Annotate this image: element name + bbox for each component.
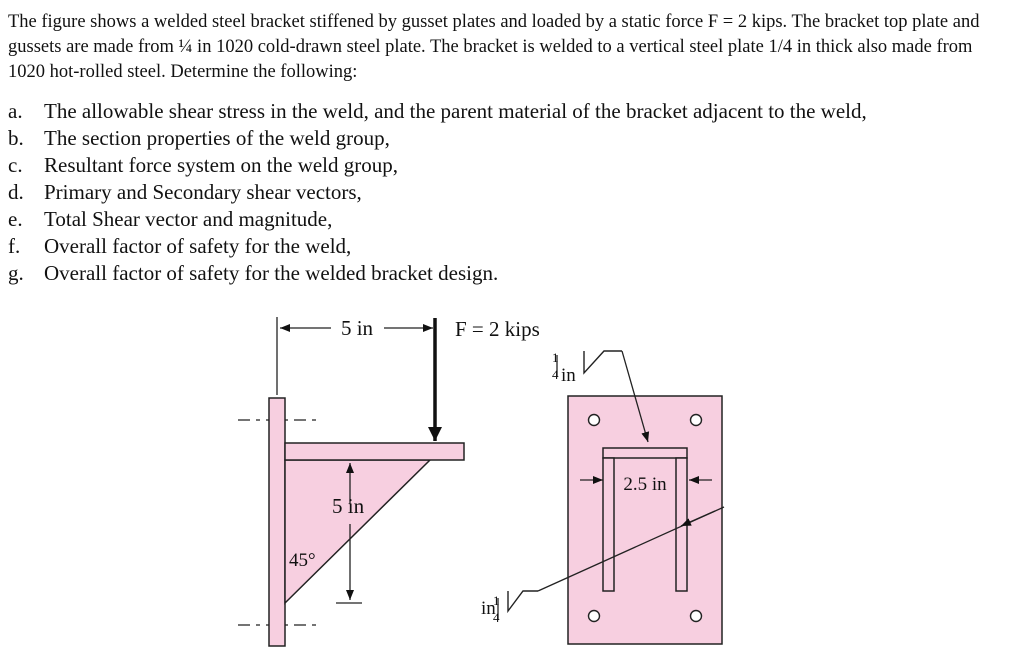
gusset-plate xyxy=(285,460,430,603)
weld-bottom-denominator: 4 xyxy=(493,610,500,625)
bolt-hole-icon xyxy=(589,611,600,622)
weld-bottom-unit: in xyxy=(481,598,496,619)
dimension-horizontal-label: 5 in xyxy=(340,316,374,340)
weld-bottom-symbol xyxy=(508,591,538,611)
item-label: g. xyxy=(8,261,24,285)
item-label: d. xyxy=(8,180,24,204)
item-label: b. xyxy=(8,126,24,150)
weld-top-symbol xyxy=(584,351,622,373)
item-label: e. xyxy=(8,207,23,231)
item-text: Primary and Secondary shear vectors, xyxy=(44,180,362,204)
angle-label: 45° xyxy=(289,550,316,571)
bolt-hole-icon xyxy=(691,415,702,426)
item-text: Overall factor of safety for the weld, xyxy=(44,234,352,258)
weld-top-denominator: 4 xyxy=(552,367,559,382)
weld-top-numerator: 1 xyxy=(552,350,559,365)
item-text: Overall factor of safety for the welded bracket design. xyxy=(44,261,499,285)
bolt-hole-icon xyxy=(589,415,600,426)
item-text: Resultant force system on the weld group, xyxy=(44,153,399,177)
item-label: f. xyxy=(8,234,21,258)
top-plate-front xyxy=(603,448,687,458)
gusset-left-front xyxy=(603,458,614,591)
bolt-hole-icon xyxy=(691,611,702,622)
vertical-plate xyxy=(269,398,285,646)
dimension-width-label: 2.5 in xyxy=(623,474,667,495)
item-text: Total Shear vector and magnitude, xyxy=(44,207,333,231)
item-label: a. xyxy=(8,99,23,123)
item-text: The allowable shear stress in the weld, and the parent material of the bracket adjacent to the weld, xyxy=(44,99,867,123)
problem-statement: The figure shows a welded steel bracket stiffened by gusset plates and loaded by a static force F = 2 kips. The bracket top plate and gussets are made from ¼ in 1020 cold-drawn steel plate. The bracket is welded to a vertical steel plate 1/4 in thick also made from 1020 hot-rolled steel. Determine the following: xyxy=(8,12,980,82)
weld-top-unit: in xyxy=(561,365,576,386)
force-label: F = 2 kips xyxy=(455,317,540,341)
item-text: The section properties of the weld group, xyxy=(44,126,390,150)
weld-bottom-numerator: 1 xyxy=(493,593,500,608)
item-label: c. xyxy=(8,153,23,177)
top-plate xyxy=(285,443,464,460)
dimension-vertical-label: 5 in xyxy=(332,494,365,518)
